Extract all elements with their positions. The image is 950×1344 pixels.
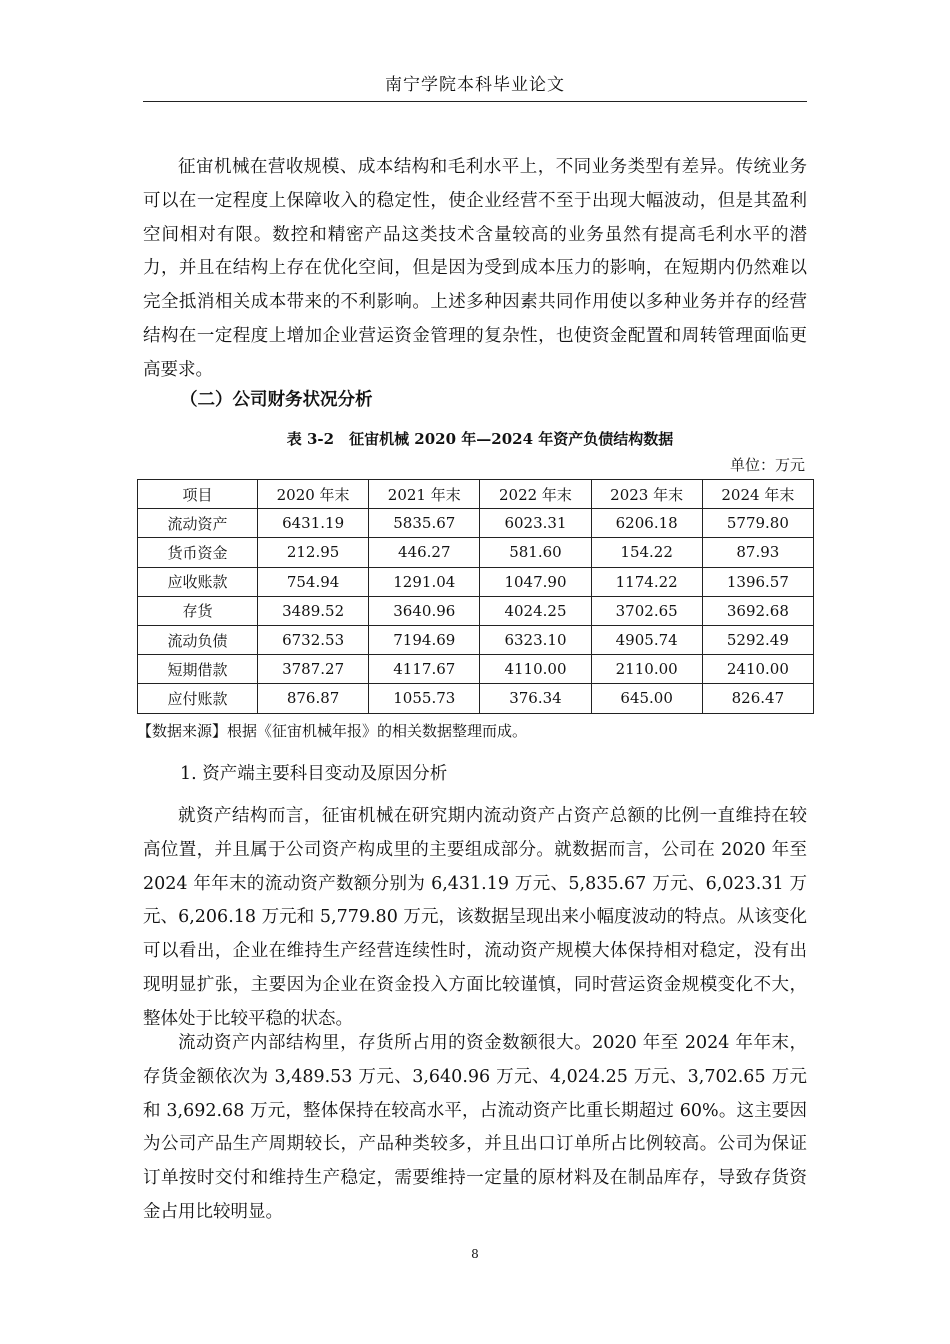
- table-cell: 876.87: [258, 684, 369, 713]
- balance-sheet-table: [137, 479, 814, 714]
- subheading: 1. 资产端主要科目变动及原因分析: [180, 764, 448, 784]
- row-label: 流动负债: [138, 625, 258, 654]
- row-label: 短期借款: [138, 655, 258, 684]
- table-cell: 4110.00: [480, 655, 591, 684]
- table-cell: 1291.04: [369, 567, 480, 596]
- table-header-cell: 2020 年末: [258, 480, 369, 509]
- table-cell: 826.47: [702, 684, 813, 713]
- row-label: 应收账款: [138, 567, 258, 596]
- table-cell: 3787.27: [258, 655, 369, 684]
- intro-paragraph: 征宙机械在营收规模、成本结构和毛利水平上，不同业务类型有差异。传统业务可以在一定程度上保障收入的稳定性，使企业经营不至于出现大幅波动，但是其盈利空间相对有限。数控和精密产品这类技术含量较高的业务虽然有提高毛利水平的潜力，并且在结构上存在优化空间，但是因为受到成本压力的影响，在短期内仍然难以完全抵消相关成本带来的不利影响。上述多种因素共同作用使以多种业务并存的经营结构在一定程度上增加企业营运资金管理的复杂性，也使资金配置和周转管理面临更高要求。: [143, 157, 807, 380]
- table-cell: 5835.67: [369, 509, 480, 538]
- table-cell: 6023.31: [480, 509, 591, 538]
- table-cell: 6323.10: [480, 625, 591, 654]
- table-cell: 212.95: [258, 538, 369, 567]
- row-label: 存货: [138, 596, 258, 625]
- table-cell: 446.27: [369, 538, 480, 567]
- table-cell: 4117.67: [369, 655, 480, 684]
- table-row: [138, 538, 814, 567]
- table-row: [138, 596, 814, 625]
- body-paragraph: 流动资产内部结构里，存货所占用的资金数额很大。2020 年至 2024 年年末，存货金额依次为 3,489.53 万元、3,640.96 万元、4,024.25 万元、3,702.65 万元和 3,692.68 万元，整体保持在较高水平，占流动资产比重长期超过 60%。这主要因为公司产品生产周期较长，产品种类较多，并且出口订单所占比例较高。公司为保证订单按时交付和维持生产稳定，需要维持一定量的原材料及在制品库存，导致存货资金占用比较明显。: [143, 1033, 807, 1222]
- table-cell: 6431.19: [258, 509, 369, 538]
- table-header-cell: 2021 年末: [369, 480, 480, 509]
- table-cell: 581.60: [480, 538, 591, 567]
- table-source-note: 【数据来源】根据《征宙机械年报》的相关数据整理而成。: [137, 722, 528, 740]
- table-cell: 4024.25: [480, 596, 591, 625]
- page-number: 8: [471, 1247, 479, 1261]
- table-cell: 154.22: [591, 538, 702, 567]
- row-label: 应付账款: [138, 684, 258, 713]
- row-label: 货币资金: [138, 538, 258, 567]
- table-cell: 6732.53: [258, 625, 369, 654]
- table-cell: 5779.80: [702, 509, 813, 538]
- table-header-cell: 项目: [138, 480, 258, 509]
- table-cell: 3640.96: [369, 596, 480, 625]
- table-cell: 645.00: [591, 684, 702, 713]
- table-row: [138, 655, 814, 684]
- table-header-row: [138, 480, 814, 509]
- body-paragraph: 就资产结构而言，征宙机械在研究期内流动资产占资产总额的比例一直维持在较高位置，并且属于公司资产构成里的主要组成部分。就数据而言，公司在 2020 年至 2024 年年末的流动资产数额分别为 6,431.19 万元、5,835.67 万元、6,023.31 万元、6,206.18 万元和 5,779.80 万元，该数据呈现出来小幅度波动的特点。从该变化可以看出，企业在维持生产经营连续性时，流动资产规模大体保持相对稳定，没有出现明显扩张，主要因为企业在资金投入方面比较谨慎，同时营运资金规模变化不大，整体处于比较平稳的状态。: [143, 806, 807, 1029]
- table-cell: 87.93: [702, 538, 813, 567]
- table-cell: 3489.52: [258, 596, 369, 625]
- table-cell: 6206.18: [591, 509, 702, 538]
- table-row: [138, 625, 814, 654]
- table-header-cell: 2023 年末: [591, 480, 702, 509]
- table-cell: 7194.69: [369, 625, 480, 654]
- table-cell: 3692.68: [702, 596, 813, 625]
- table-cell: 3702.65: [591, 596, 702, 625]
- table-cell: 4905.74: [591, 625, 702, 654]
- table-row: [138, 684, 814, 713]
- header-rule: [143, 101, 807, 102]
- table-cell: 754.94: [258, 567, 369, 596]
- table-header-cell: 2022 年末: [480, 480, 591, 509]
- table-cell: 1174.22: [591, 567, 702, 596]
- table-row: [138, 567, 814, 596]
- table-cell: 376.34: [480, 684, 591, 713]
- row-label: 流动资产: [138, 509, 258, 538]
- table-unit: 单位：万元: [729, 456, 805, 474]
- table-header-cell: 2024 年末: [702, 480, 813, 509]
- table-cell: 1396.57: [702, 567, 813, 596]
- table-cell: 2110.00: [591, 655, 702, 684]
- table-cell: 1047.90: [480, 567, 591, 596]
- table-row: [138, 509, 814, 538]
- section-title: （二）公司财务状况分析: [180, 390, 373, 410]
- table-cell: 2410.00: [702, 655, 813, 684]
- running-header: 南宁学院本科毕业论文: [385, 75, 565, 95]
- table-cell: 1055.73: [369, 684, 480, 713]
- table-caption: 表 3-2 征宙机械 2020 年—2024 年资产负债结构数据: [286, 430, 674, 448]
- table-cell: 5292.49: [702, 625, 813, 654]
